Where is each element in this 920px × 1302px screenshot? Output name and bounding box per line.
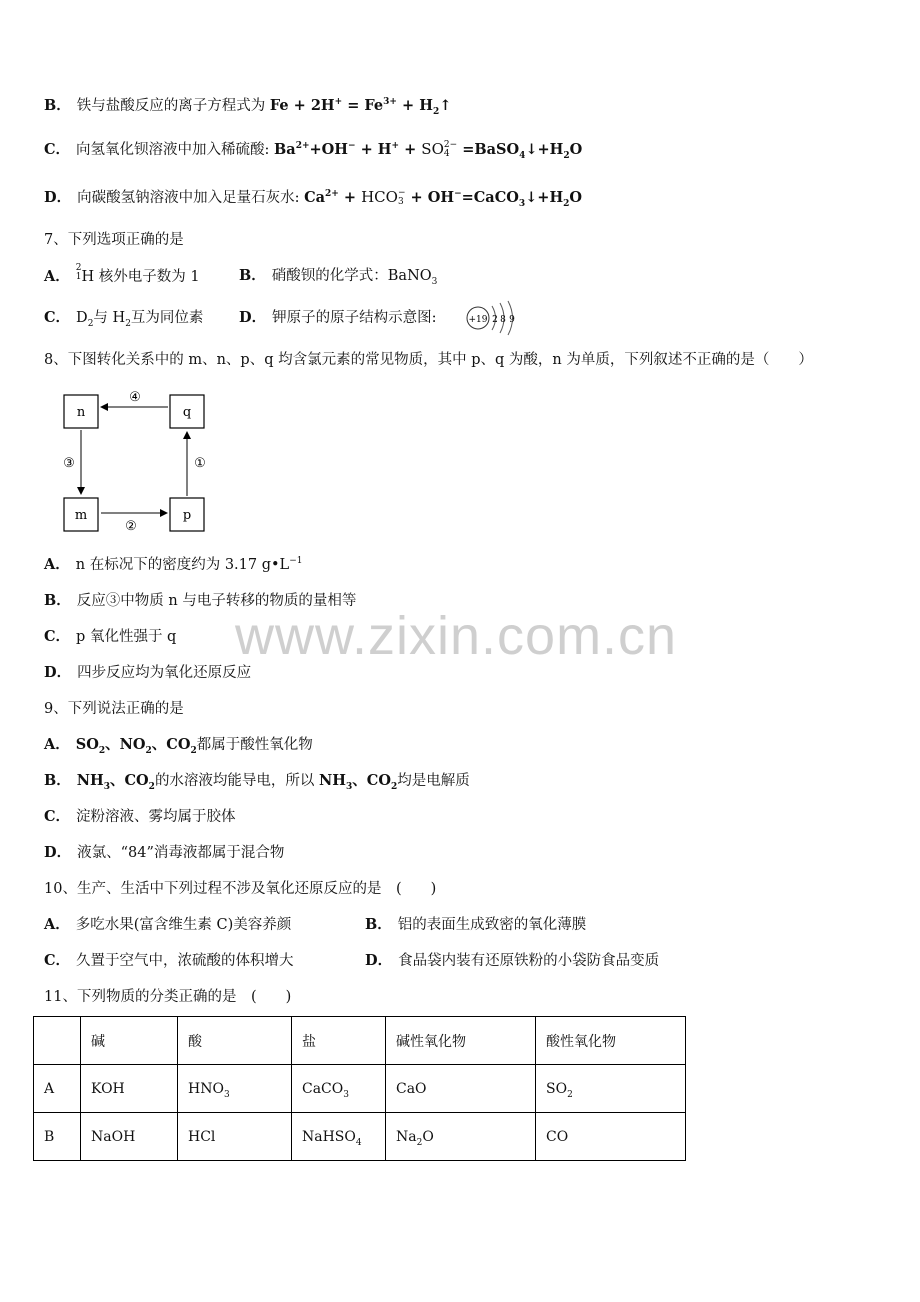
q8-stem: 8、下图转化关系中的 m、n、p、q 均含氯元素的常见物质，其中 p、q 为酸，n 为单质，下列叙述不正确的是（ ）	[44, 352, 813, 368]
q6-option-b: B． 铁与盐酸反应的离子方程式为 $Fe + 2H^+ = Fe^{3+}$ + $H_2↑$	[44, 97, 452, 117]
table-cell: $Na_2O$	[386, 1113, 536, 1161]
q8-option-b: B． 反应③中物质 n 与电子转移的物质的量相等	[44, 592, 357, 609]
table-cell: CaCO$_3$	[292, 1065, 386, 1113]
q7-option-c: C． $D_2$与 $H_2$互为同位素	[44, 309, 204, 329]
q8-conversion-diagram	[55, 385, 225, 540]
table-header-cell: 盐	[292, 1017, 386, 1065]
table-header-cell	[34, 1017, 81, 1065]
q10-option-d: D． 食品袋内装有还原铁粉的小袋防食品变质	[365, 952, 660, 969]
table-cell: NaHSO$_4$	[292, 1113, 386, 1161]
box-q-label: q	[182, 405, 192, 420]
shell-1-count: 2	[492, 315, 498, 325]
nucleus-label: +19	[468, 315, 488, 325]
watermark: www.zixin.com.cn	[235, 606, 678, 666]
potassium-atom-diagram	[462, 298, 526, 338]
q11-stem: 11、下列物质的分类正确的是 ( )	[44, 989, 292, 1005]
q9-option-b: B． $NH_3$、$CO_2$的水溶液均能导电，所以 $NH_3$、$CO_2$均是电解质	[44, 772, 470, 792]
q6-option-d: D． 向碳酸氢钠溶液中加入足量石灰水: $Ca^{2+}$ + HCO − 3 + $OH^-=CaCO_3↓+H_2O$	[44, 188, 583, 209]
table-row	[34, 1113, 686, 1161]
q10-option-c: C． 久置于空气中，浓硫酸的体积增大	[44, 952, 294, 969]
reaction-1-label: ①	[194, 456, 206, 471]
table-cell: HCl	[178, 1113, 292, 1161]
box-m-label: m	[74, 508, 88, 523]
table-header-cell: 酸	[178, 1017, 292, 1065]
table-cell: CaO	[386, 1065, 536, 1113]
table-header-cell: 碱性氧化物	[386, 1017, 536, 1065]
reaction-3-label: ③	[63, 456, 75, 471]
q8-option-d: D． 四步反应均为氧化还原反应	[44, 664, 252, 681]
q8-option-c: C． p 氧化性强于 q	[44, 628, 177, 645]
reaction-2-label: ②	[125, 519, 137, 534]
q7-stem: 7、下列选项正确的是	[44, 232, 184, 248]
q9-stem: 9、下列说法正确的是	[44, 701, 184, 717]
table-cell: A	[34, 1065, 81, 1113]
q9-option-d: D． 液氯、“84”消毒液都属于混合物	[44, 844, 285, 861]
table-header-row	[34, 1017, 686, 1065]
table-cell: NaOH	[81, 1113, 178, 1161]
q7-option-d: D． 钾原子的原子结构示意图:	[239, 309, 437, 326]
shell-2-count: 8	[500, 315, 506, 325]
table-cell: $HNO_3$	[178, 1065, 292, 1113]
table-row	[34, 1065, 686, 1113]
q8-option-a: A． n 在标况下的密度约为 3.17 $g•L^{-1}$	[44, 556, 303, 573]
q10-option-a: A． 多吃水果(富含维生素 C)美容养颜	[44, 916, 292, 933]
q10-option-b: B． 铝的表面生成致密的氧化薄膜	[365, 916, 587, 933]
table-cell: KOH	[81, 1065, 178, 1113]
q9-option-c: C． 淀粉溶液、雾均属于胶体	[44, 808, 236, 825]
q9-option-a: A． $SO_2$、$NO_2$、$CO_2$都属于酸性氧化物	[44, 736, 313, 756]
q7-option-a: A． 2 1 H 核外电子数为 1	[44, 263, 200, 285]
table-header-cell: 碱	[81, 1017, 178, 1065]
table-cell: B	[34, 1113, 81, 1161]
q10-stem: 10、生产、生活中下列过程不涉及氧化还原反应的是 ( )	[44, 881, 437, 897]
table-header-cell: 酸性氧化物	[536, 1017, 686, 1065]
table-cell: $SO_2$	[536, 1065, 686, 1113]
box-p-label: p	[182, 508, 192, 523]
table-cell: CO	[536, 1113, 686, 1161]
q6-option-c: C． 向氢氧化钡溶液中加入稀硫酸: $Ba^{2+}+OH^- + H^+$ + SO 2− 4 $=BaSO_4↓+H_2O$	[44, 140, 583, 161]
shell-3-count: 9	[509, 315, 515, 325]
reaction-4-label: ④	[129, 390, 141, 405]
classification-table	[33, 1016, 686, 1161]
box-n-label: n	[76, 405, 86, 420]
q7-option-b: B． 硝酸钡的化学式：BaNO$_3$	[239, 267, 438, 287]
